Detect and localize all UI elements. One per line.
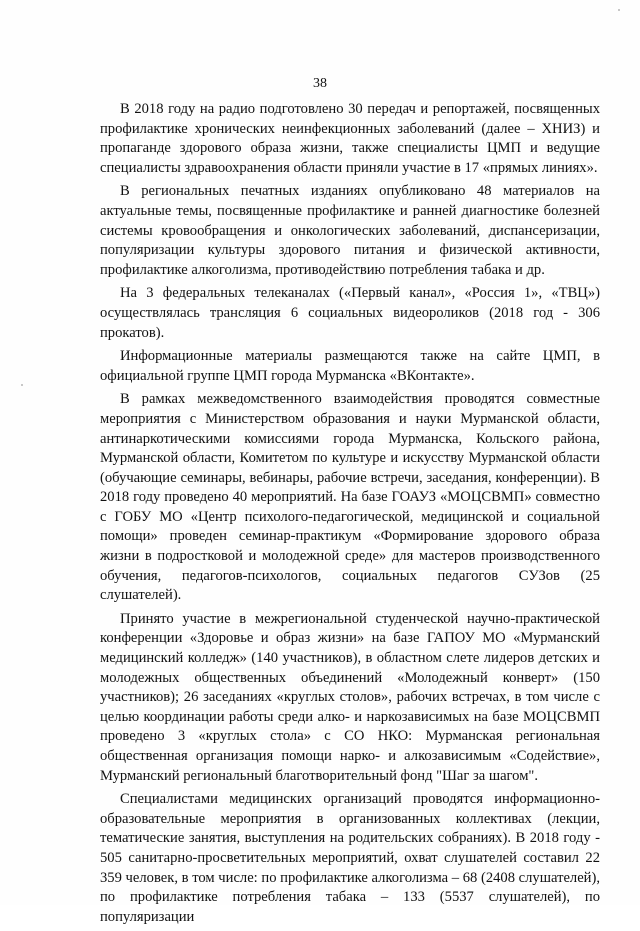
paragraph-website: Информационные материалы размещаются также на сайте ЦМП, в официальной группе ЦМП города Мурманска «ВКонтакте». xyxy=(100,348,600,384)
page-number: 38 xyxy=(313,76,327,91)
scan-speck xyxy=(618,9,620,11)
paragraph-tv-channels: На 3 федеральных телеканалах («Первый канал», «Россия 1», «ТВЦ») осуществлялась трансляция 6 социальных видеороликов (2018 год - 306 прокатов). xyxy=(100,285,600,341)
paragraph-medical-organizations: Специалистами медицинских организаций проводятся информационно-образовательные мероприятия в организованных коллективах (лекции, тематические занятия, выступления на родительских собраниях). В 2018 году - 505 санитарно-просветительных мероприятий, охват слушателей составил 22 359 человек, в том числе: по профилактике алкоголизма – 68 (2408 слушателей), по профилактике потребления табака – 133 (5537 слушателей), по популяризации xyxy=(100,791,600,925)
document-body xyxy=(100,100,600,931)
paragraph-print-media: В региональных печатных изданиях опубликовано 48 материалов на актуальные темы, посвященные профилактике и ранней диагностике болезней системы кровообращения и онкологических заболеваний, диспансеризации, популяризации культуры здорового питания и физической активности, профилактике алкоголизма, противодействию потребления табака и др. xyxy=(100,183,600,278)
paragraph-radio: В 2018 году на радио подготовлено 30 передач и репортажей, посвященных профилактике хронических неинфекционных заболеваний (далее – ХНИЗ) и пропаганде здорового образа жизни, также специалисты ЦМП и ведущие специалисты здравоохранения области приняли участие в 17 «прямых линиях». xyxy=(100,101,600,176)
scan-speck xyxy=(21,384,23,386)
paragraph-conference: Принято участие в межрегиональной студенческой научно-практической конференции «Здоровье и образ жизни» на базе ГАПОУ МО «Мурманский медицинский колледж» (140 участников), в областном слете лидеров детских и молодежных общественных объединений «Молодежный конверт» (150 участников); 26 заседаниях «круглых столов», рабочих встречах, в том числе с целью координации работы среди алко- и наркозависимых на базе МОЦСВМП проведено 3 «круглых стола» с СО НКО: Мурманская региональная общественная организация помощи нарко- и алкозависимым «Содействие», Мурманский региональный благотворительный фонд "Шаг за шагом". xyxy=(100,610,600,784)
paragraph-interagency: В рамках межведомственного взаимодействия проводятся совместные мероприятия с Министерством образования и науки Мурманской области, антинаркотическими комиссиями города Мурманска, Кольского района, Мурманской области, Комитетом по культуре и искусству Мурманской области (обучающие семинары, вебинары, рабочие встречи, заседания, конференции). В 2018 году проведено 40 мероприятий. На базе ГОАУЗ «МОЦСВМП» совместно с ГОБУ МО «Центр психолого-педагогической, медицинской и социальной помощи» проведен семинар-практикум «Формирование здорового образа жизни в подростковой и молодежной среде» для мастеров производственного обучения, педагогов-психологов, социальных педагогов СУЗов (25 слушателей). xyxy=(100,391,600,604)
